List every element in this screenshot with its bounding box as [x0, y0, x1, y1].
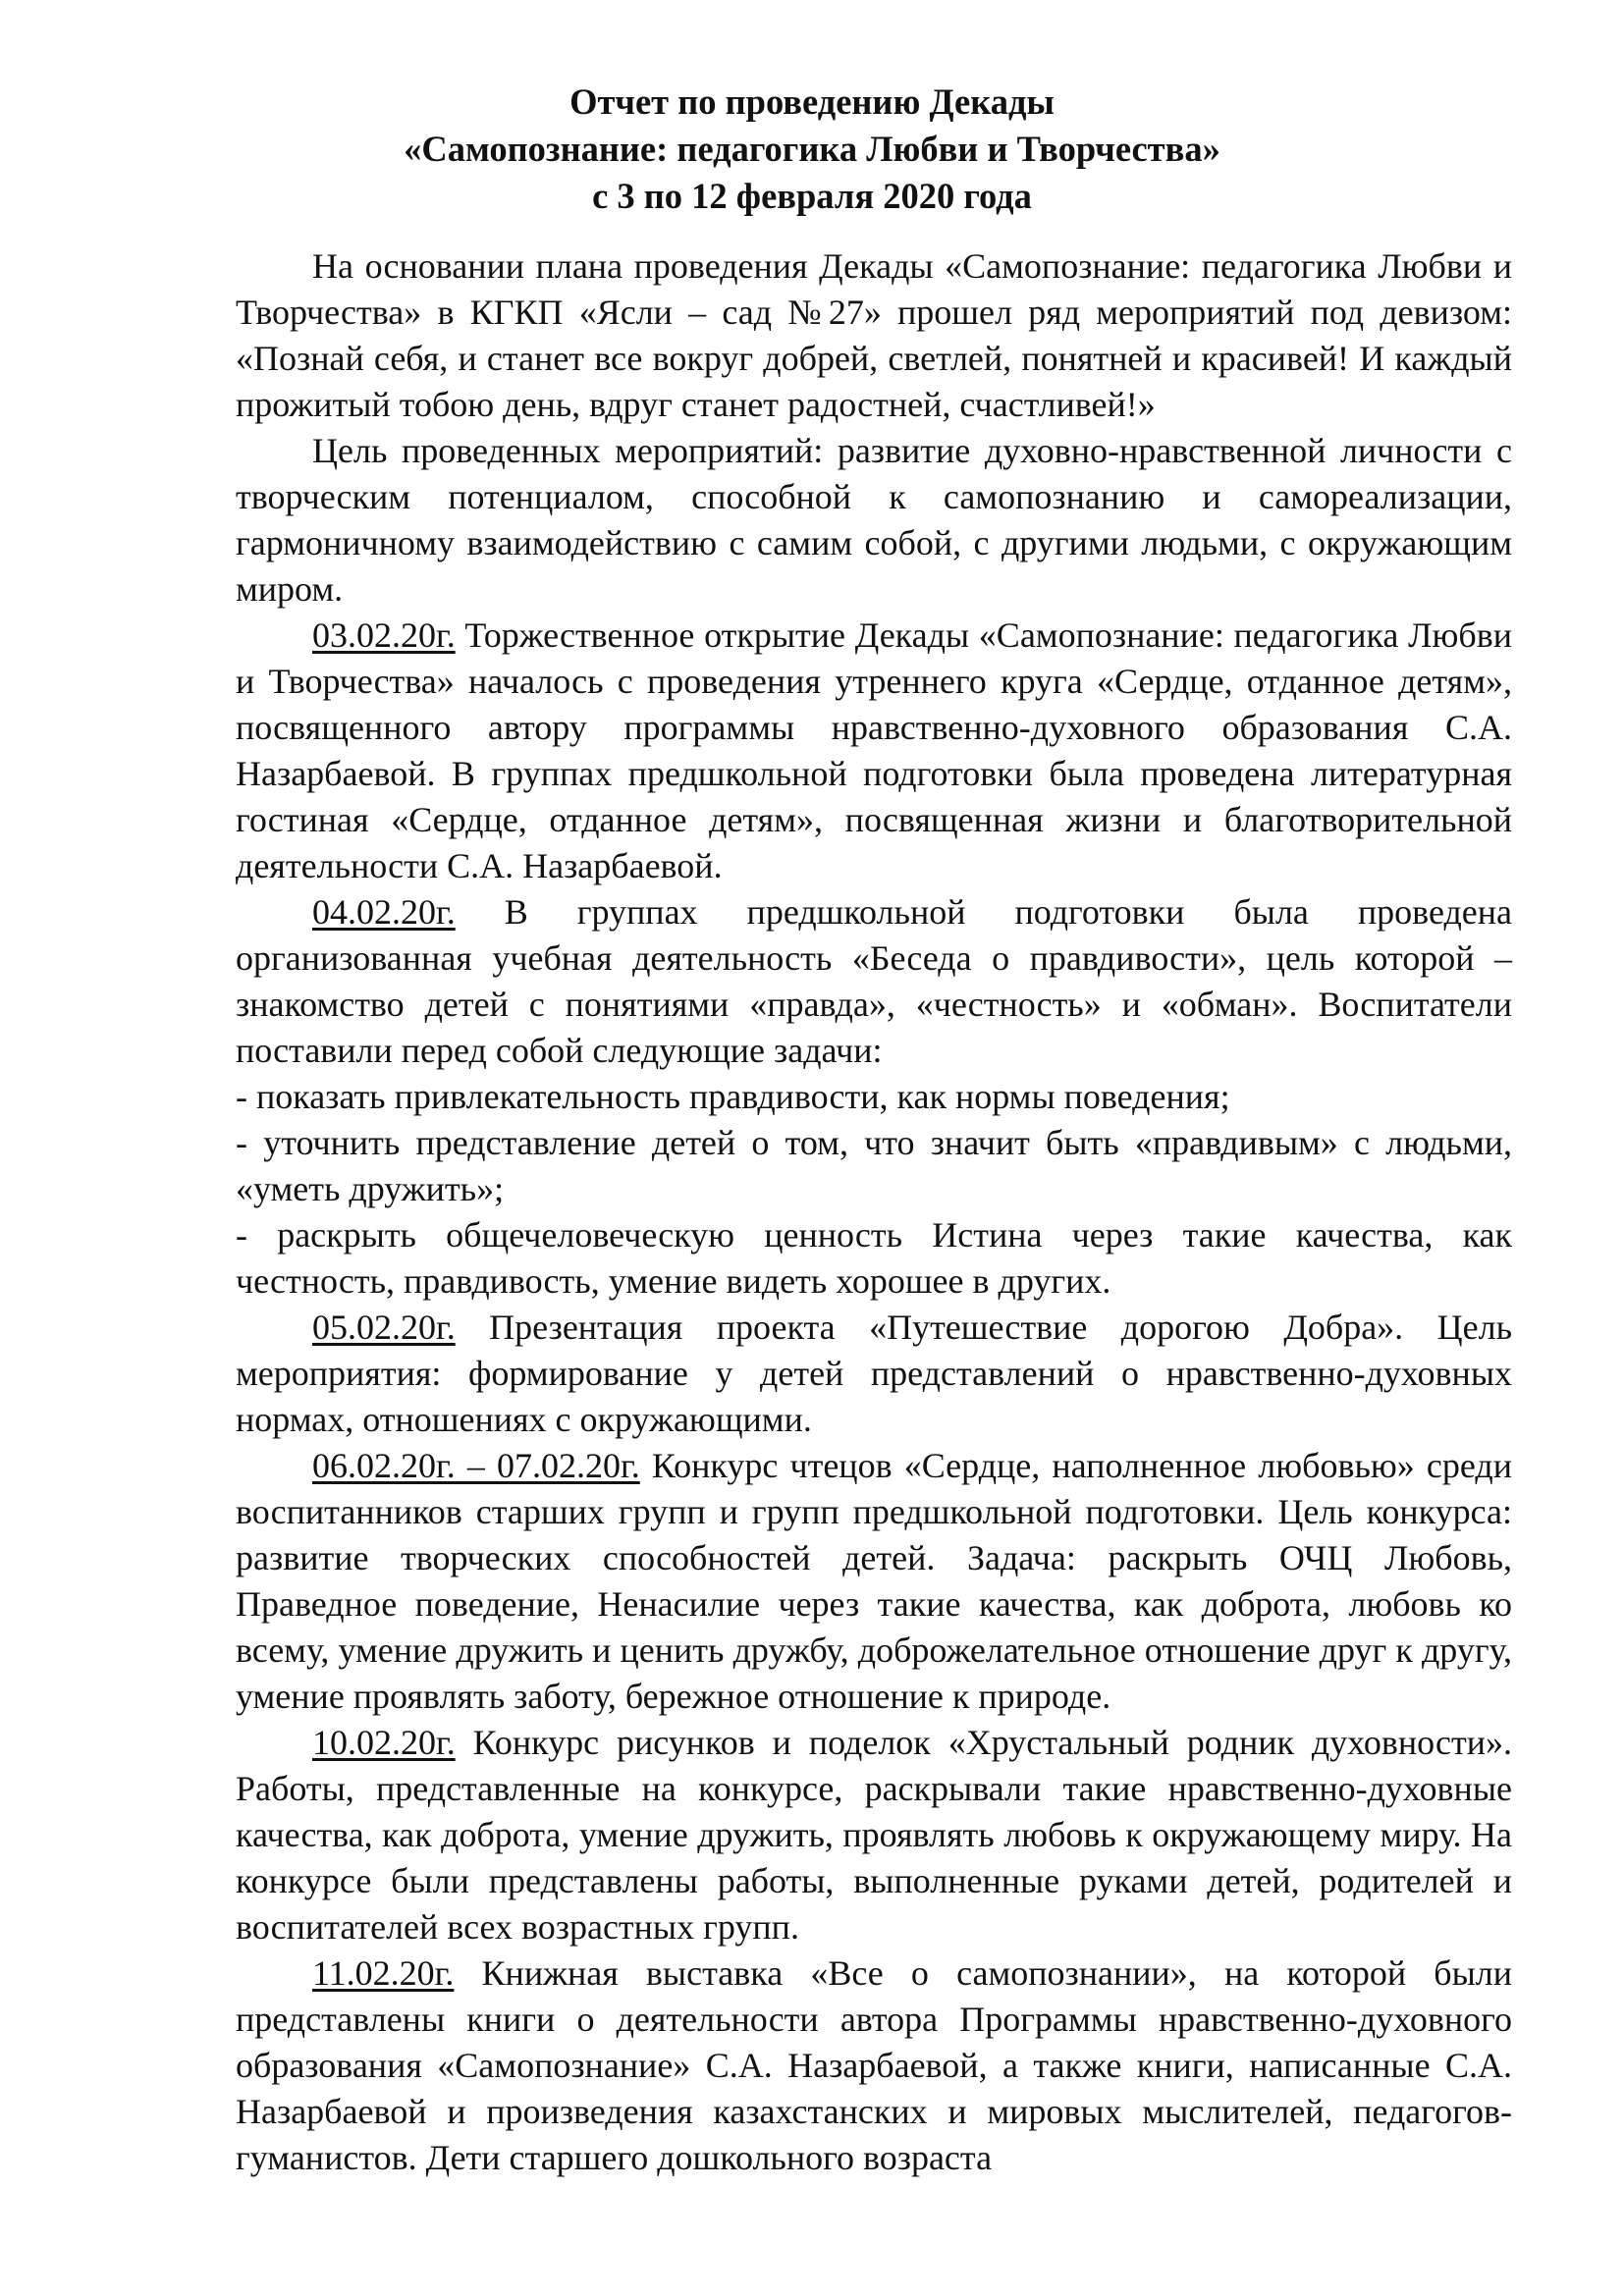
event-date: 06.02.20г. – 07.02.20г. — [312, 1446, 640, 1485]
paragraph-event-06-07-02 — [236, 1443, 1512, 1720]
paragraph-event-10-02 — [236, 1720, 1512, 1950]
paragraph-text: Конкурс рисунков и поделок «Хрустальный родник духовности». Работы, представленные на конкурсе, раскрывали такие нравственно-духовные качества, как доброта, умение дружить, проявлять любовь к окружающему миру. На конкурсе были представлены работы, выполненные руками детей, родителей и воспитателей всех возрастных групп. — [236, 1723, 1512, 1947]
title-line-3: с 3 по 12 февраля 2020 года — [592, 176, 1032, 216]
paragraph-intro — [236, 243, 1512, 428]
event-date: 05.02.20г. — [312, 1308, 456, 1347]
task-item: - уточнить представление детей о том, что значит быть «правдивым» с людьми, «уметь дружить»; — [236, 1123, 1512, 1208]
paragraph-text: Книжная выставка «Все о самопознании», на которой были представлены книги о деятельности автора Программы нравственно-духовного образования «Самопознание» С.А. Назарбаевой, а также книги, написанные С.А. Назарбаевой и произведения казахстанских и мировых мыслителей, педагогов-гуманистов. Дети старшего дошкольного возраста — [236, 1953, 1512, 2177]
paragraph-event-11-02 — [236, 1950, 1512, 2181]
paragraph-text: Презентация проекта «Путешествие дорогою Добра». Цель мероприятия: формирование у детей представлений о нравственно-духовных нормах, отношениях с окружающими. — [236, 1308, 1512, 1439]
paragraph-goal — [236, 428, 1512, 613]
task-item: - раскрыть общечеловеческую ценность Истина через такие качества, как честность, правдивость, умение видеть хорошее в других. — [236, 1215, 1512, 1301]
task-item: - показать привлекательность правдивости, как нормы поведения; — [236, 1077, 1230, 1116]
event-date: 03.02.20г. — [312, 615, 456, 655]
paragraph-text: Конкурс чтецов «Сердце, наполненное любовью» среди воспитанников старших групп и групп предшкольной подготовки. Цель конкурса: развитие творческих способностей детей. Задача: раскрыть ОЧЦ Любовь, Праведное поведение, Ненасилие через такие качества, как доброта, любовь ко всему, умение дружить и ценить дружбу, доброжелательное отношение друг к другу, умение проявлять заботу, бережное отношение к природе. — [236, 1446, 1512, 1716]
title-line-2: «Самопознание: педагогика Любви и Творчества» — [404, 129, 1220, 169]
event-date: 11.02.20г. — [312, 1953, 455, 1993]
paragraph-text: На основании плана проведения Декады «Самопознание: педагогика Любви и Творчества» в КГКП «Ясли – сад №27» прошел ряд мероприятий под девизом: «Познай себя, и станет все вокруг добрей, светлей, понятней и красивей! И каждый прожитый тобою день, вдруг станет радостней, счастливей!» — [236, 246, 1512, 424]
event-date: 04.02.20г. — [312, 892, 456, 932]
paragraph-event-03-02 — [236, 613, 1512, 889]
paragraph-text: Цель проведенных мероприятий: развитие духовно-нравственной личности с творческим потенциалом, способной к самопознанию и самореализации, гармоничному взаимодействию с самим собой, с другими людьми, с окружающим миром. — [236, 431, 1512, 609]
paragraph-event-05-02 — [236, 1305, 1512, 1443]
document-title — [0, 79, 1624, 220]
title-line-1: Отчет по проведению Декады — [569, 81, 1055, 122]
paragraph-text: В группах предшкольной подготовки была проведена организованная учебная деятельность «Беседа о правдивости», цель которой – знакомство детей с понятиями «правда», «честность» и «обман». Воспитатели поставили перед собой следующие задачи: — [236, 892, 1512, 1070]
event-date: 10.02.20г. — [312, 1723, 456, 1762]
paragraph-text: Торжественное открытие Декады «Самопознание: педагогика Любви и Творчества» началось с проведения утреннего круга «Сердце, отданное детям», посвященного автору программы нравственно-духовного образования С.А. Назарбаевой. В группах предшкольной подготовки была проведена литературная гостиная «Сердце, отданное детям», посвященная жизни и благотворительной деятельности С.А. Назарбаевой. — [236, 615, 1512, 885]
report-body — [236, 243, 1512, 2181]
paragraph-event-04-02 — [236, 889, 1512, 1074]
